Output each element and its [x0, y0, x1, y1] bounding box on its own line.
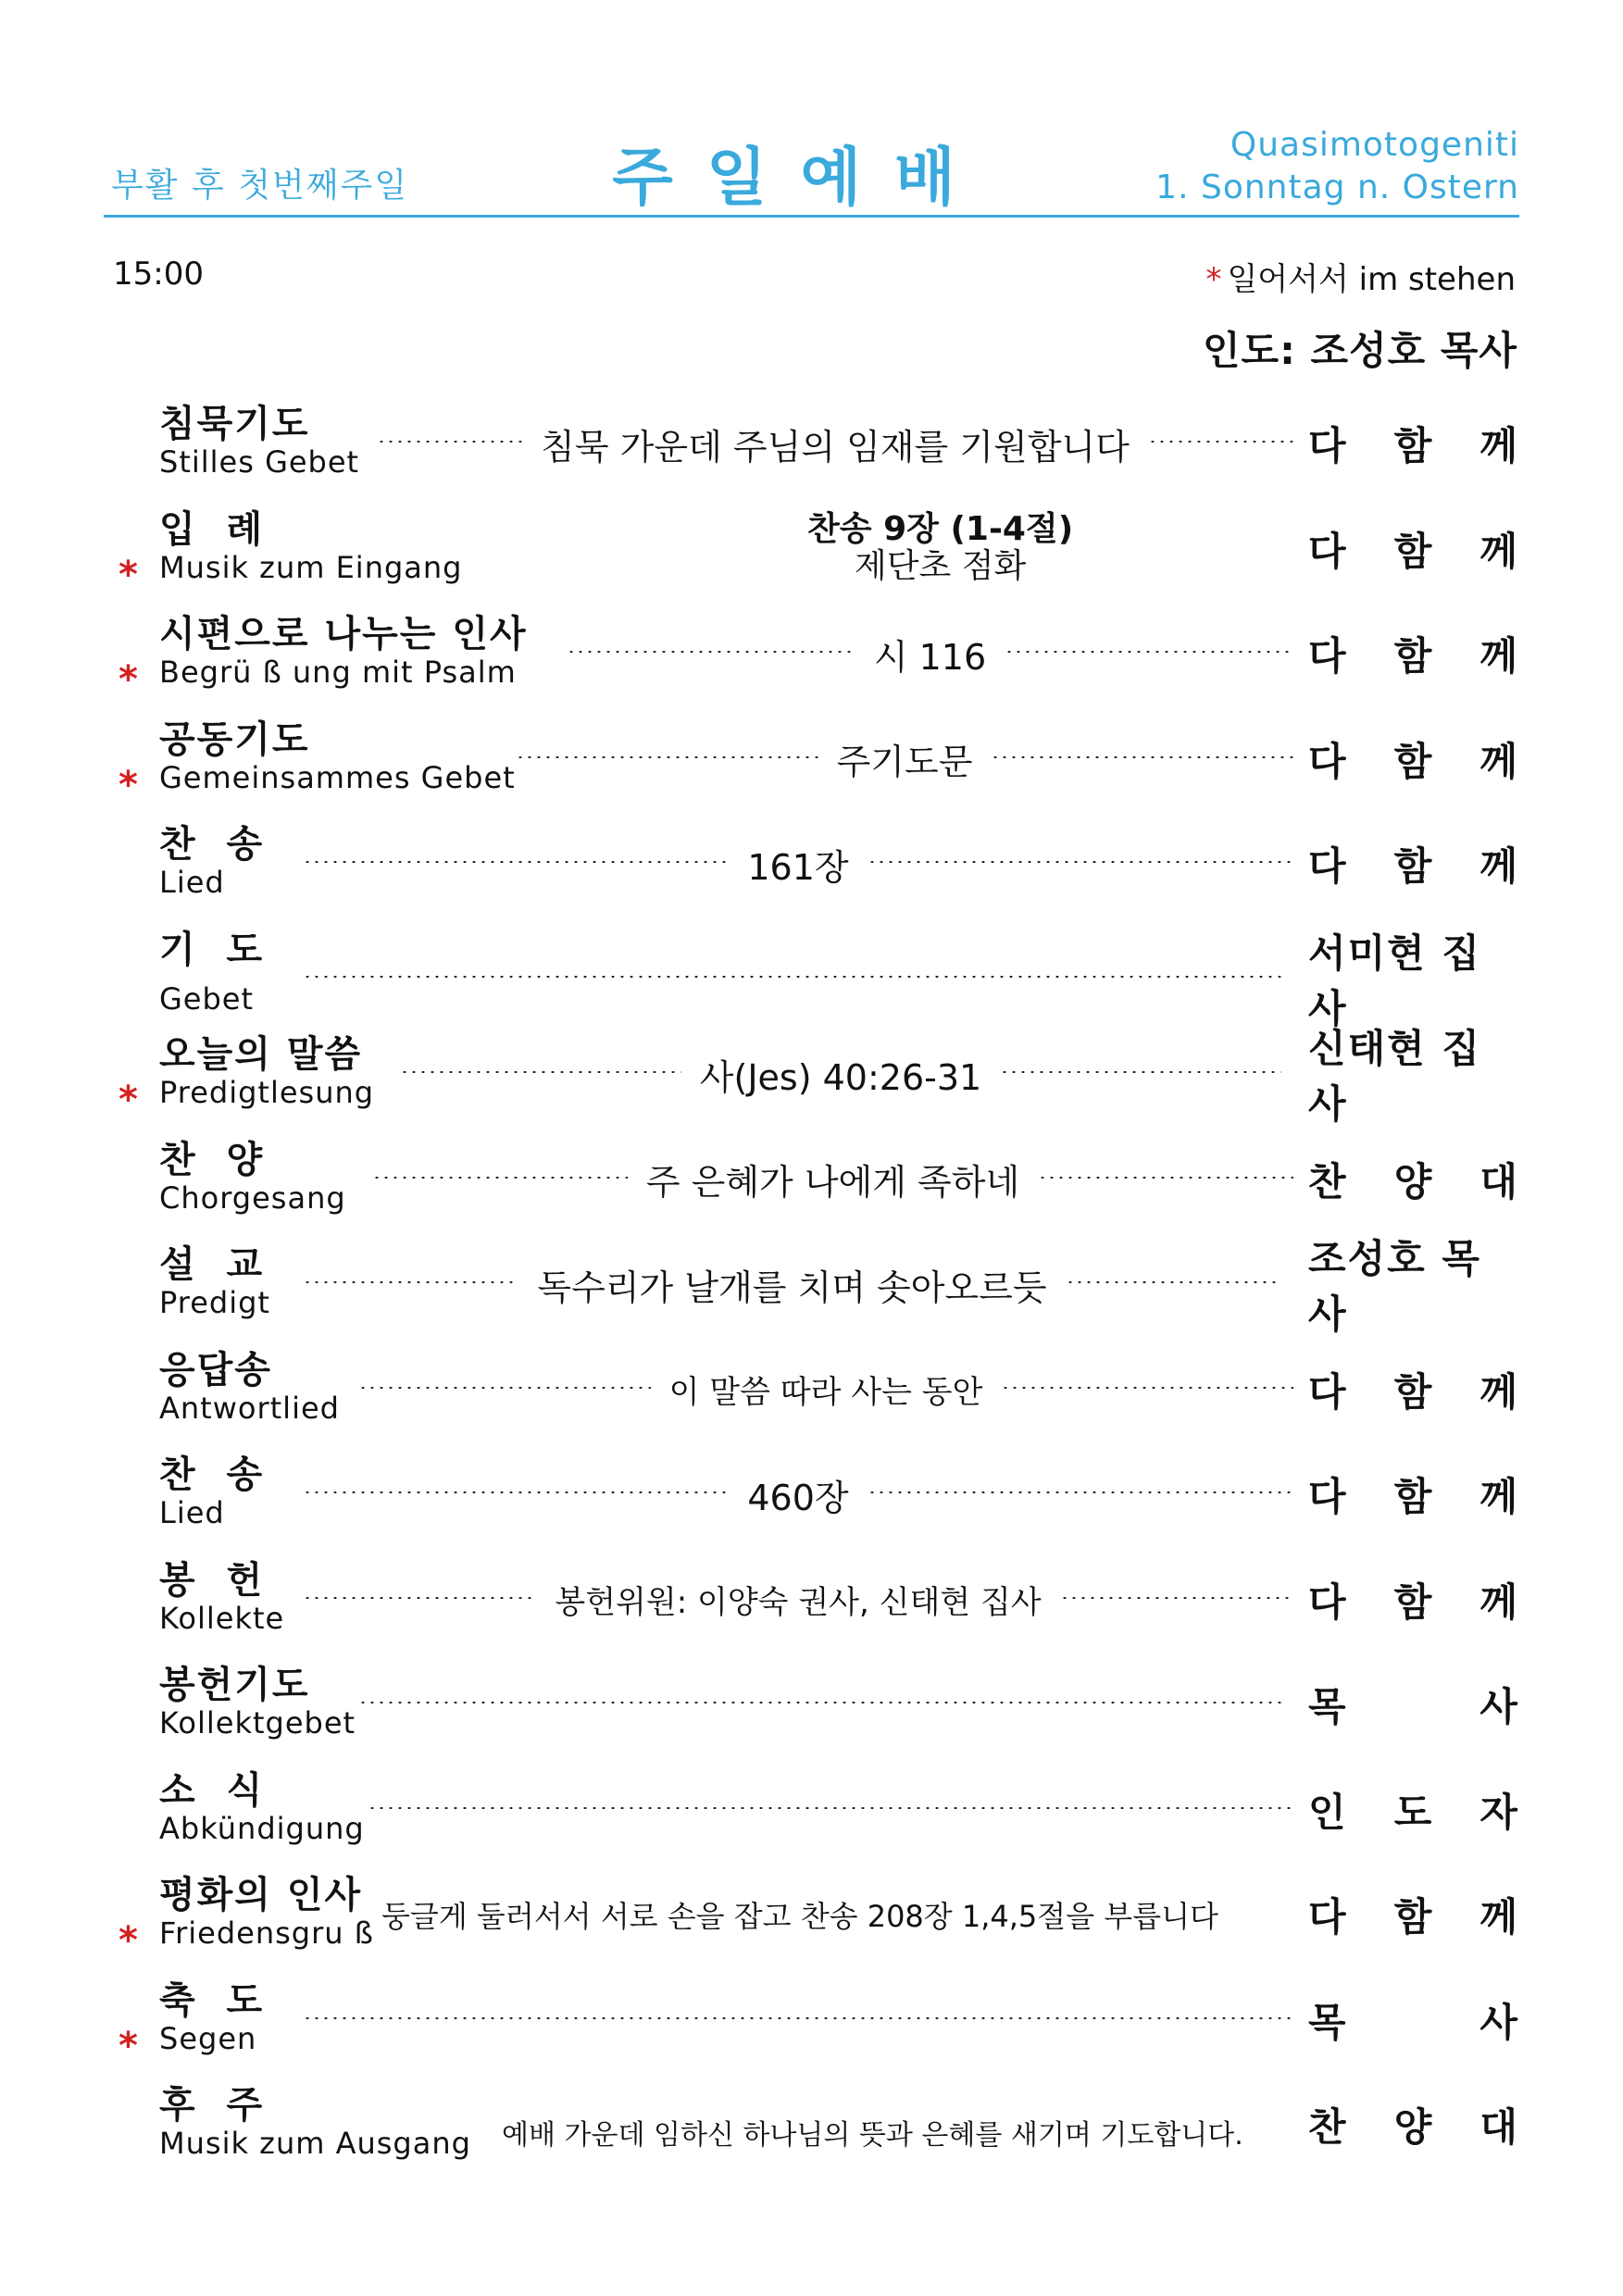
responder-char: 함 — [1393, 1578, 1432, 1625]
responder-char: 함 — [1393, 1368, 1432, 1415]
item-detail — [391, 1051, 1291, 1097]
item-detail-text: 둥글게 둘러서서 서로 손을 잡고 찬송 208장 1,4,5절을 부릅니다 — [381, 1899, 1218, 1934]
item-name-korean: 시편으로 나누는 인사 — [159, 613, 528, 655]
item-name-german: Lied — [159, 865, 225, 900]
item-name-german: Stilles Gebet — [159, 444, 360, 480]
list-item — [104, 1236, 1517, 1346]
responder-char: 함 — [1393, 1474, 1432, 1519]
item-name-german: Gebet — [159, 980, 255, 1017]
item-name-korean: 축 도 — [159, 1978, 265, 2022]
item-detail-text: 사(Jes) 40:26-31 — [699, 1056, 982, 1098]
item-detail-text: 주 은혜가 나에게 족하네 — [645, 1162, 1020, 1203]
item-detail — [506, 736, 1303, 782]
responder-char: 함 — [1393, 633, 1432, 679]
item-responder — [1308, 1471, 1517, 1517]
responder-char: 다 — [1308, 423, 1346, 468]
responder-char: 께 — [1479, 843, 1517, 889]
item-name-german: Predigt — [159, 1285, 270, 1320]
item-detail-text: 이 말씀 따라 사는 동안 — [668, 1374, 983, 1411]
sunday-name-german — [1155, 124, 1519, 209]
list-item — [104, 1661, 1517, 1766]
responder-char: 양 — [1393, 2104, 1432, 2150]
item-detail — [293, 841, 1303, 887]
item-detail-text: 주기도문 — [836, 742, 973, 782]
item-detail-text: 161장 — [747, 846, 849, 888]
item-name-german: Segen — [159, 2020, 257, 2056]
item-detail-text: 시 116 — [873, 636, 987, 678]
item-name-korean: 소 식 — [159, 1768, 265, 1812]
responder-char: 다 — [1308, 738, 1346, 784]
item-detail — [293, 1261, 1291, 1307]
list-item — [104, 610, 1517, 716]
latin-name: Quasimotogeniti — [1230, 126, 1519, 164]
item-responder — [1308, 841, 1517, 887]
responder-char: 다 — [1308, 1474, 1346, 1519]
star-marker: * — [119, 658, 138, 701]
item-name — [159, 1350, 340, 1426]
item-detail — [293, 955, 1291, 1002]
responder-char: 사 — [1479, 1999, 1517, 2045]
star-marker: * — [119, 1079, 138, 1121]
responder-char: 께 — [1479, 738, 1517, 784]
dot-leader — [372, 1177, 628, 1179]
responder-char: 함 — [1393, 528, 1432, 574]
item-name-german: Lied — [159, 1495, 225, 1530]
item-name-german: Begrü ß ung mit Psalm — [159, 655, 517, 690]
star-marker: * — [1205, 261, 1222, 298]
item-name-korean: 봉헌기도 — [159, 1664, 310, 1706]
list-item — [104, 1346, 1517, 1452]
item-detail-text: 봉헌위원: 이양숙 권사, 신태현 집사 — [555, 1584, 1042, 1621]
responder-char: 찬 — [1308, 1158, 1346, 1204]
item-detail — [807, 511, 1073, 585]
list-item — [104, 2081, 1517, 2187]
dot-leader — [1060, 1597, 1293, 1599]
dot-leader — [991, 756, 1293, 758]
item-detail — [293, 1471, 1303, 1517]
item-name — [159, 1140, 346, 1216]
dot-leader — [400, 1071, 681, 1073]
responder-char: 께 — [1479, 1578, 1517, 1625]
item-responder: 신태현 집사 — [1308, 1026, 1481, 1127]
item-detail-text: 예배 가운데 임하신 하나님의 뜻과 은혜를 새기며 기도합니다. — [502, 2119, 1243, 2152]
responder-char: 께 — [1479, 1894, 1517, 1940]
item-name-german: Friedensgru ß — [159, 1915, 374, 1951]
item-responder — [1308, 526, 1517, 572]
dot-leader — [516, 756, 818, 758]
item-detail — [349, 1681, 1291, 1728]
item-name-korean: 찬 송 — [159, 1454, 265, 1496]
item-detail — [368, 420, 1303, 467]
service-time: 15:00 — [113, 256, 204, 293]
responder-char: 목 — [1308, 1999, 1346, 2045]
item-detail — [381, 1891, 1306, 1938]
dot-leader — [303, 1597, 536, 1599]
item-name-korean: 침묵기도 — [159, 403, 310, 445]
item-detail-text: 460장 — [747, 1477, 849, 1518]
item-name-german: Musik zum Eingang — [159, 549, 463, 585]
hymn-reference: 찬송 9장 (1-4절) — [807, 509, 1074, 548]
item-name — [159, 2085, 471, 2161]
responder-char: 다 — [1308, 528, 1346, 574]
page-title: 주일예배 — [612, 142, 989, 215]
item-name — [159, 1454, 264, 1530]
responder-char: 함 — [1393, 1894, 1432, 1940]
responder-char: 다 — [1308, 1368, 1346, 1415]
item-name-german: Predigtlesung — [159, 1075, 375, 1110]
item-name — [159, 1665, 356, 1741]
list-item — [104, 1026, 1517, 1136]
responder-char: 다 — [1308, 633, 1346, 679]
item-name — [159, 1770, 365, 1846]
item-responder — [1308, 736, 1517, 782]
dot-leader — [1000, 1071, 1281, 1073]
item-responder — [1308, 420, 1517, 467]
dot-leader — [368, 1807, 1293, 1809]
dot-leader — [377, 441, 522, 443]
dot-leader — [1005, 651, 1293, 653]
dot-leader — [1038, 1177, 1293, 1179]
item-detail — [493, 2109, 1303, 2155]
item-name-korean: 설 교 — [159, 1243, 265, 1286]
dot-leader — [1066, 1281, 1281, 1283]
item-detail-text: 독수리가 날개를 치며 솟아오르듯 — [537, 1267, 1047, 1308]
dot-leader — [358, 1702, 1281, 1703]
item-responder — [1308, 1577, 1517, 1623]
item-responder — [1308, 1997, 1517, 2043]
item-name-german: Abkündigung — [159, 1810, 365, 1846]
item-name — [159, 824, 264, 900]
responder-char: 목 — [1308, 1684, 1346, 1729]
responder-char: 께 — [1479, 633, 1517, 679]
item-name-korean: 입 례 — [159, 507, 265, 551]
responder-char: 함 — [1393, 738, 1432, 784]
responder-char: 께 — [1479, 1474, 1517, 1519]
list-item — [104, 716, 1517, 821]
item-detail-text: 침묵 가운데 주님의 임재를 기원합니다 — [541, 426, 1130, 468]
item-responder — [1308, 1156, 1517, 1203]
list-item — [104, 400, 1517, 505]
responder-char: 께 — [1479, 423, 1517, 468]
item-name — [159, 1875, 374, 1951]
item-name-german: Kollektgebet — [159, 1705, 356, 1741]
responder-char: 께 — [1479, 528, 1517, 574]
item-name-korean: 후 주 — [159, 2084, 265, 2127]
list-item — [104, 505, 1517, 611]
item-name-korean: 봉 헌 — [159, 1558, 265, 1602]
item-name-korean: 평화의 인사 — [159, 1874, 363, 1916]
service-leader: 인도: 조성호 목사 — [1202, 328, 1517, 373]
sunday-name-korean: 부활 후 첫번째주일 — [111, 167, 409, 205]
list-item — [104, 926, 1517, 1031]
item-name-german: Chorgesang — [159, 1179, 346, 1216]
list-item — [104, 1556, 1517, 1662]
dot-leader — [358, 1387, 651, 1389]
responder-char: 사 — [1479, 1684, 1517, 1729]
item-name-german: Antwortlied — [159, 1390, 340, 1426]
item-name — [159, 1980, 264, 2056]
item-detail — [358, 1787, 1303, 1833]
responder-char: 다 — [1308, 1578, 1346, 1625]
item-responder: 서미현 집사 — [1308, 930, 1481, 1031]
star-marker: * — [119, 1919, 138, 1962]
item-detail — [349, 1366, 1303, 1413]
dot-leader — [303, 976, 1281, 978]
list-item — [104, 1451, 1517, 1556]
standing-note — [1205, 254, 1516, 299]
item-responder — [1308, 1366, 1517, 1413]
standing-note-text: 일어서서 im stehen — [1227, 261, 1516, 298]
responder-char: 다 — [1308, 1894, 1346, 1940]
list-item — [104, 1977, 1517, 2082]
dot-leader — [868, 1491, 1293, 1493]
responder-char: 찬 — [1308, 2104, 1346, 2150]
german-subtitle: 1. Sonntag n. Ostern — [1155, 168, 1519, 206]
item-detail — [293, 1577, 1303, 1623]
item-name — [159, 404, 359, 480]
item-name — [159, 719, 516, 795]
responder-char: 자 — [1479, 1789, 1517, 1835]
item-name-korean: 기 도 — [159, 928, 265, 971]
item-name — [159, 614, 528, 690]
item-responder — [1308, 2102, 1517, 2148]
item-responder: 조성호 목사 — [1308, 1236, 1481, 1337]
dot-leader — [303, 861, 729, 863]
order-of-service — [104, 400, 1517, 2187]
star-marker: * — [119, 2024, 138, 2067]
dot-leader — [567, 651, 855, 653]
responder-char: 대 — [1479, 1158, 1517, 1204]
responder-char: 다 — [1308, 843, 1346, 889]
item-responder — [1308, 1681, 1517, 1728]
item-name — [159, 1034, 374, 1110]
item-name — [159, 930, 264, 1017]
item-responder — [1308, 630, 1517, 677]
item-responder — [1308, 1787, 1517, 1833]
item-name — [159, 1560, 284, 1636]
list-item — [104, 1871, 1517, 1977]
item-name-korean: 찬 양 — [159, 1138, 265, 1181]
dot-leader — [1001, 1387, 1293, 1389]
item-name-german: Kollekte — [159, 1600, 285, 1636]
page-header — [104, 111, 1519, 215]
item-name-german: Gemeinsammes Gebet — [159, 759, 516, 795]
dot-leader — [868, 861, 1293, 863]
item-name-korean: 찬 송 — [159, 823, 265, 866]
responder-char: 함 — [1393, 423, 1432, 468]
item-name — [159, 1244, 270, 1320]
item-name-korean: 응답송 — [159, 1348, 272, 1391]
item-responder — [1308, 1891, 1517, 1938]
item-detail — [293, 1997, 1303, 2043]
list-item — [104, 820, 1517, 926]
star-marker: * — [119, 553, 138, 596]
item-name — [159, 509, 462, 585]
responder-char: 대 — [1479, 2104, 1517, 2150]
header-divider — [104, 215, 1519, 218]
responder-char: 께 — [1479, 1368, 1517, 1415]
responder-char: 양 — [1393, 1158, 1432, 1204]
responder-char: 도 — [1393, 1789, 1432, 1835]
dot-leader — [303, 2017, 1293, 2019]
responder-char: 인 — [1308, 1789, 1346, 1835]
item-detail — [363, 1156, 1303, 1203]
item-detail — [557, 630, 1303, 677]
star-marker: * — [119, 763, 138, 806]
dot-leader — [303, 1491, 729, 1493]
dot-leader — [303, 1281, 518, 1283]
candle-lighting: 제단초 점화 — [854, 546, 1027, 585]
responder-char: 함 — [1393, 843, 1432, 889]
dot-leader — [1148, 441, 1293, 443]
list-item — [104, 1136, 1517, 1242]
item-name-korean: 공동기도 — [159, 718, 310, 761]
item-name-german: Musik zum Ausgang — [159, 2126, 471, 2161]
item-name-korean: 오늘의 말씀 — [159, 1033, 363, 1076]
list-item — [104, 1766, 1517, 1872]
